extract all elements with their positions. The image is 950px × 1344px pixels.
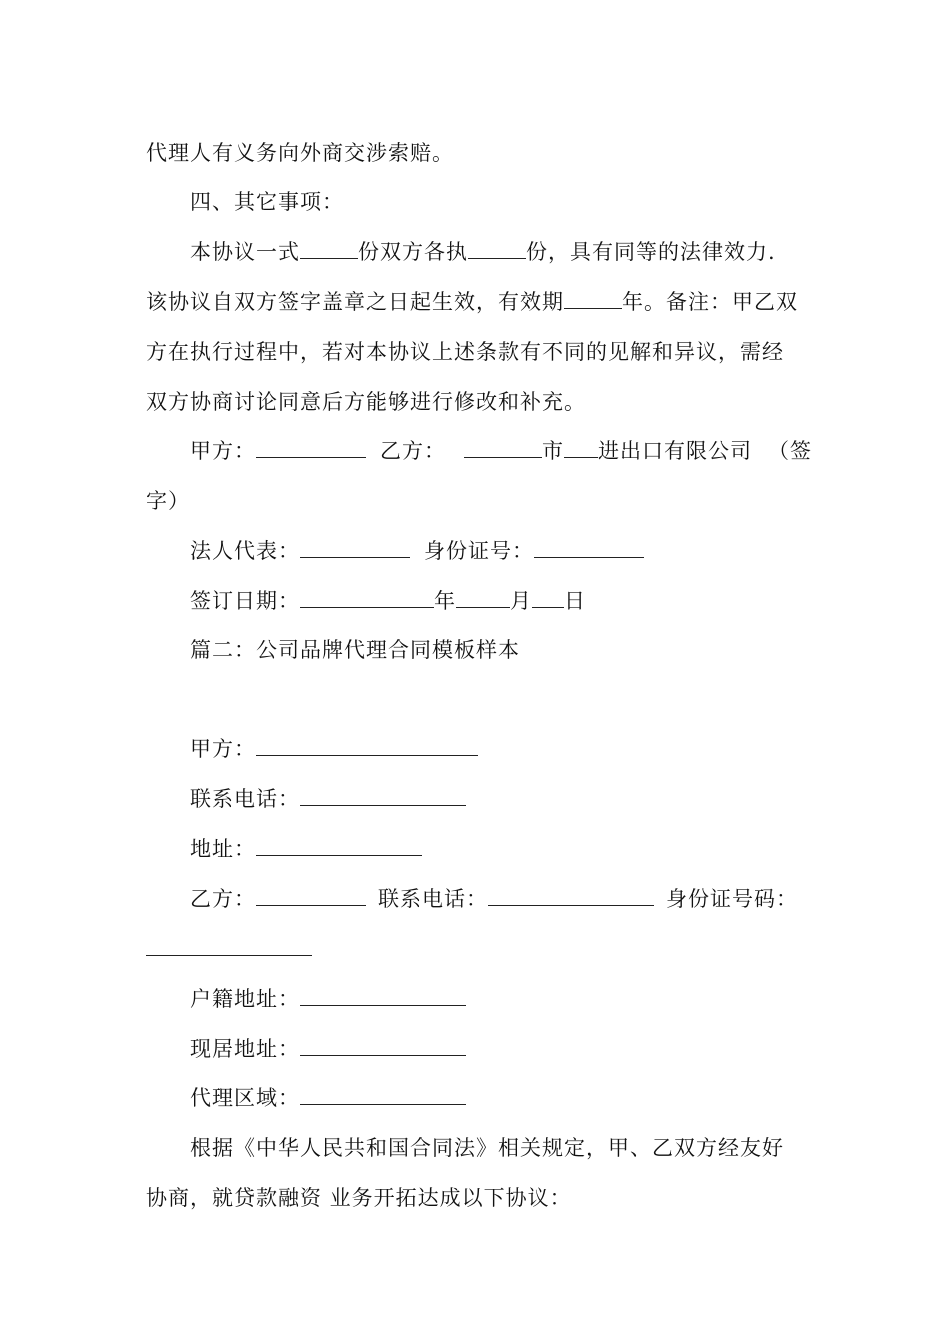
label-phone: 联系电话： (378, 887, 488, 911)
text-sign-close: 字） (146, 489, 190, 513)
label-id-number: 身份证号： (424, 539, 534, 563)
city-name-blank (564, 439, 598, 458)
registered-address-blank (300, 987, 466, 1006)
form-line (190, 985, 466, 1013)
paragraph-line (146, 388, 586, 416)
date-year-blank (300, 589, 434, 608)
text-each-holds: 份双方各执 (358, 240, 468, 264)
label-phone: 联系电话： (190, 787, 300, 811)
current-address-blank (300, 1037, 466, 1056)
section-heading (190, 188, 344, 216)
paragraph-line (146, 288, 798, 316)
phone-blank (300, 787, 466, 806)
label-party-b: 乙方： (380, 439, 446, 463)
section-4-title: 四、其它事项： (190, 190, 344, 214)
text-year: 年 (434, 589, 456, 613)
form-line (190, 1084, 466, 1112)
validity-years-blank (564, 290, 622, 309)
text-month: 月 (510, 589, 532, 613)
form-line (190, 885, 798, 913)
form-line (190, 785, 466, 813)
text-company: 进出口有限公司 (598, 439, 752, 463)
text-contract-law: 根据《中华人民共和国合同法》相关规定，甲、乙双方经友好 (190, 1136, 784, 1160)
id-number-blank (534, 539, 644, 558)
label-agency-area: 代理区域： (190, 1086, 300, 1110)
city-blank (464, 439, 542, 458)
copies-blank (300, 240, 358, 259)
label-legal-rep: 法人代表： (190, 539, 300, 563)
form-line (146, 935, 312, 963)
party-a-blank (256, 439, 366, 458)
label-party-b: 乙方： (190, 887, 256, 911)
label-address: 地址： (190, 837, 256, 861)
date-day-blank (532, 589, 564, 608)
party-b-blank (256, 887, 366, 906)
paragraph-line (146, 487, 190, 515)
label-id-number: 身份证号码： (666, 887, 798, 911)
text-amend: 双方协商讨论同意后方能够进行修改和补充。 (146, 390, 586, 414)
form-line (190, 1035, 466, 1063)
each-copies-blank (468, 240, 526, 259)
text-remark: 年。备注：甲乙双 (622, 290, 798, 314)
text-city: 市 (542, 439, 564, 463)
text-claim-duty: 代理人有义务向外商交涉索赔。 (146, 141, 454, 165)
paragraph-line (146, 338, 784, 366)
label-current-address: 现居地址： (190, 1037, 300, 1061)
label-registered-address: 户籍地址： (190, 987, 300, 1011)
legal-rep-blank (300, 539, 410, 558)
text-effective: 该协议自双方签字盖章之日起生效，有效期 (146, 290, 564, 314)
label-sign-date: 签订日期： (190, 589, 300, 613)
party-a-blank (256, 737, 478, 756)
phone-blank (488, 887, 654, 906)
signature-line (190, 437, 812, 465)
signature-line (190, 537, 644, 565)
id-number-blank (146, 937, 312, 956)
form-line (190, 835, 422, 863)
signature-line (190, 587, 586, 615)
text-day: 日 (564, 589, 586, 613)
date-month-blank (456, 589, 510, 608)
label-party-a: 甲方： (190, 737, 256, 761)
paragraph-line (190, 1134, 784, 1162)
text-sign-open: （签 (768, 439, 812, 463)
chapter-2-title: 篇二：公司品牌代理合同模板样本 (190, 638, 520, 662)
section-heading (190, 636, 520, 664)
paragraph-line (190, 238, 776, 266)
text-dispute: 方在执行过程中，若对本协议上述条款有不同的见解和异议，需经 (146, 340, 784, 364)
form-line (190, 735, 478, 763)
address-blank (256, 837, 422, 856)
text-agreement: 协商，就贷款融资 业务开拓达成以下协议： (146, 1186, 572, 1210)
text-legal-effect: 份，具有同等的法律效力. (526, 240, 776, 264)
label-party-a: 甲方： (190, 439, 256, 463)
paragraph-line (146, 139, 454, 167)
paragraph-line (146, 1184, 572, 1212)
text-copies: 本协议一式 (190, 240, 300, 264)
agency-area-blank (300, 1086, 466, 1105)
